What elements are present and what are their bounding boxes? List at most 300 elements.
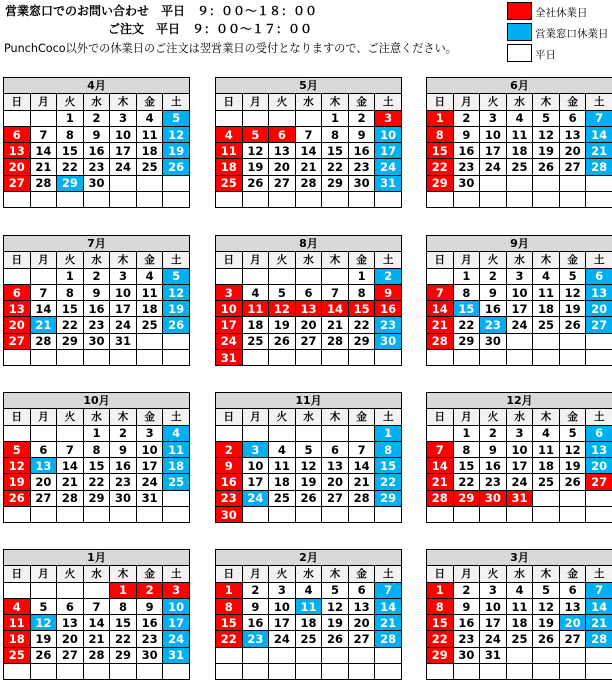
day-cell: 2 xyxy=(83,268,110,284)
day-cell xyxy=(322,192,349,208)
weekday-header: 金 xyxy=(559,94,586,110)
day-cell xyxy=(559,664,586,680)
day-cell xyxy=(242,268,269,284)
day-cell: 25 xyxy=(295,631,322,647)
weekday-header: 土 xyxy=(163,409,190,425)
day-cell xyxy=(163,175,190,191)
day-cell xyxy=(295,647,322,663)
day-cell xyxy=(480,664,507,680)
weekday-header: 火 xyxy=(480,94,507,110)
day-cell: 7 xyxy=(57,441,84,457)
day-cell: 22 xyxy=(110,631,137,647)
month-calendar xyxy=(215,549,402,680)
day-cell: 7 xyxy=(295,126,322,142)
weekday-header: 日 xyxy=(4,94,31,110)
week-row xyxy=(216,441,402,457)
day-cell: 1 xyxy=(427,110,454,126)
day-cell xyxy=(57,425,84,441)
day-cell xyxy=(295,192,322,208)
month-calendar xyxy=(3,77,190,208)
day-cell: 10 xyxy=(269,598,296,614)
day-cell: 17 xyxy=(163,615,190,631)
day-cell: 24 xyxy=(506,474,533,490)
day-cell xyxy=(136,664,163,680)
day-cell: 19 xyxy=(163,301,190,317)
day-cell: 22 xyxy=(427,159,454,175)
day-cell: 30 xyxy=(375,333,402,349)
weekday-header: 土 xyxy=(375,252,402,268)
week-row xyxy=(216,333,402,349)
day-cell xyxy=(242,647,269,663)
day-cell xyxy=(480,192,507,208)
day-cell: 21 xyxy=(322,317,349,333)
day-cell xyxy=(216,425,243,441)
weekday-header: 土 xyxy=(375,566,402,582)
day-cell: 29 xyxy=(322,175,349,191)
day-cell xyxy=(30,582,57,598)
day-cell: 25 xyxy=(163,474,190,490)
day-cell: 27 xyxy=(322,490,349,506)
weekday-header: 日 xyxy=(4,566,31,582)
day-cell: 28 xyxy=(375,631,402,647)
day-cell: 23 xyxy=(375,317,402,333)
day-cell: 9 xyxy=(110,441,137,457)
day-cell: 30 xyxy=(453,647,480,663)
day-cell: 5 xyxy=(533,110,560,126)
day-cell xyxy=(586,192,612,208)
day-cell: 17 xyxy=(480,615,507,631)
day-cell: 28 xyxy=(295,175,322,191)
day-cell: 28 xyxy=(83,647,110,663)
day-cell: 5 xyxy=(4,441,31,457)
day-cell xyxy=(163,507,190,523)
day-cell: 15 xyxy=(375,458,402,474)
day-cell: 16 xyxy=(110,458,137,474)
week-row xyxy=(4,301,190,317)
week-row xyxy=(216,507,402,523)
day-cell: 18 xyxy=(136,143,163,159)
month-calendar xyxy=(426,77,612,208)
day-cell: 23 xyxy=(216,490,243,506)
day-cell xyxy=(375,664,402,680)
weekday-header: 木 xyxy=(110,566,137,582)
day-cell: 4 xyxy=(4,598,31,614)
day-cell xyxy=(83,664,110,680)
day-cell: 4 xyxy=(136,268,163,284)
day-cell: 29 xyxy=(453,333,480,349)
week-row xyxy=(4,350,190,366)
day-cell: 17 xyxy=(375,143,402,159)
day-cell xyxy=(110,664,137,680)
day-cell: 26 xyxy=(163,159,190,175)
day-cell: 13 xyxy=(295,301,322,317)
week-row xyxy=(427,110,612,126)
day-cell: 14 xyxy=(30,301,57,317)
day-cell xyxy=(216,110,243,126)
month-title: 10月 xyxy=(4,393,190,409)
day-cell: 1 xyxy=(453,425,480,441)
weekday-header: 土 xyxy=(586,409,612,425)
day-cell: 8 xyxy=(57,126,84,142)
day-cell: 30 xyxy=(348,175,375,191)
weekday-header: 火 xyxy=(480,252,507,268)
day-cell xyxy=(295,268,322,284)
day-cell: 22 xyxy=(453,317,480,333)
day-cell: 27 xyxy=(586,474,612,490)
day-cell: 13 xyxy=(322,458,349,474)
day-cell: 25 xyxy=(136,159,163,175)
day-cell: 12 xyxy=(533,126,560,142)
day-cell: 29 xyxy=(453,490,480,506)
weekday-header: 金 xyxy=(559,566,586,582)
day-cell xyxy=(533,664,560,680)
day-cell xyxy=(295,425,322,441)
day-cell xyxy=(453,192,480,208)
day-cell: 3 xyxy=(216,284,243,300)
day-cell xyxy=(216,192,243,208)
weekday-header: 木 xyxy=(533,94,560,110)
day-cell xyxy=(242,192,269,208)
day-cell xyxy=(4,268,31,284)
weekday-header: 水 xyxy=(506,94,533,110)
week-row xyxy=(427,159,612,175)
day-cell: 18 xyxy=(163,458,190,474)
day-cell: 12 xyxy=(322,598,349,614)
day-cell xyxy=(348,507,375,523)
day-cell: 1 xyxy=(322,110,349,126)
day-cell: 8 xyxy=(427,598,454,614)
day-cell: 3 xyxy=(480,110,507,126)
week-row xyxy=(4,268,190,284)
day-cell: 14 xyxy=(295,143,322,159)
day-cell: 5 xyxy=(242,126,269,142)
week-row xyxy=(4,458,190,474)
day-cell: 23 xyxy=(83,159,110,175)
day-cell: 5 xyxy=(559,425,586,441)
day-cell: 5 xyxy=(559,268,586,284)
day-cell: 18 xyxy=(269,474,296,490)
day-cell: 13 xyxy=(586,284,612,300)
day-cell: 16 xyxy=(480,458,507,474)
week-row xyxy=(216,582,402,598)
day-cell: 12 xyxy=(30,615,57,631)
weekday-header: 火 xyxy=(269,252,296,268)
day-cell: 31 xyxy=(216,350,243,366)
day-cell: 21 xyxy=(348,474,375,490)
day-cell xyxy=(586,647,612,663)
day-cell: 16 xyxy=(480,301,507,317)
day-cell: 9 xyxy=(83,284,110,300)
week-row xyxy=(216,425,402,441)
weekday-header: 金 xyxy=(136,566,163,582)
day-cell: 13 xyxy=(586,441,612,457)
day-cell xyxy=(348,664,375,680)
weekday-header: 日 xyxy=(4,252,31,268)
day-cell xyxy=(295,507,322,523)
day-cell: 26 xyxy=(4,490,31,506)
day-cell: 11 xyxy=(295,598,322,614)
day-cell: 24 xyxy=(269,631,296,647)
day-cell xyxy=(163,664,190,680)
day-cell: 2 xyxy=(216,441,243,457)
day-cell xyxy=(427,350,454,366)
day-cell: 6 xyxy=(295,284,322,300)
week-row xyxy=(427,317,612,333)
day-cell: 27 xyxy=(57,647,84,663)
day-cell: 25 xyxy=(269,490,296,506)
day-cell: 29 xyxy=(57,333,84,349)
day-cell xyxy=(242,664,269,680)
week-row xyxy=(4,126,190,142)
day-cell: 4 xyxy=(269,441,296,457)
legend-swatch xyxy=(507,23,532,41)
day-cell xyxy=(559,647,586,663)
day-cell: 1 xyxy=(375,425,402,441)
day-cell: 9 xyxy=(242,598,269,614)
day-cell: 1 xyxy=(453,268,480,284)
day-cell: 6 xyxy=(322,441,349,457)
day-cell: 19 xyxy=(163,143,190,159)
legend-swatch xyxy=(507,2,532,20)
day-cell: 17 xyxy=(269,615,296,631)
day-cell: 2 xyxy=(480,425,507,441)
day-cell xyxy=(453,350,480,366)
day-cell: 31 xyxy=(506,490,533,506)
day-cell: 8 xyxy=(216,598,243,614)
day-cell: 8 xyxy=(348,284,375,300)
week-row xyxy=(216,350,402,366)
day-cell: 14 xyxy=(30,143,57,159)
day-cell: 1 xyxy=(348,268,375,284)
day-cell: 19 xyxy=(269,317,296,333)
day-cell: 11 xyxy=(506,126,533,142)
day-cell: 7 xyxy=(586,582,612,598)
week-row xyxy=(4,631,190,647)
week-row xyxy=(427,615,612,631)
weekday-header: 水 xyxy=(295,94,322,110)
day-cell: 30 xyxy=(453,175,480,191)
week-row xyxy=(427,474,612,490)
day-cell: 1 xyxy=(110,582,137,598)
day-cell xyxy=(586,664,612,680)
day-cell xyxy=(506,333,533,349)
day-cell: 23 xyxy=(242,631,269,647)
weekday-header: 日 xyxy=(427,409,454,425)
day-cell: 5 xyxy=(269,284,296,300)
day-cell: 19 xyxy=(242,159,269,175)
day-cell xyxy=(269,110,296,126)
day-cell: 5 xyxy=(163,110,190,126)
day-cell: 12 xyxy=(163,284,190,300)
day-cell: 22 xyxy=(322,159,349,175)
day-cell xyxy=(30,350,57,366)
day-cell xyxy=(269,647,296,663)
day-cell: 13 xyxy=(269,143,296,159)
day-cell xyxy=(559,175,586,191)
day-cell: 28 xyxy=(586,631,612,647)
day-cell xyxy=(533,350,560,366)
day-cell xyxy=(533,490,560,506)
day-cell xyxy=(4,425,31,441)
week-row xyxy=(216,474,402,490)
day-cell: 9 xyxy=(216,458,243,474)
weekday-header: 水 xyxy=(83,409,110,425)
day-cell: 18 xyxy=(533,458,560,474)
day-cell: 17 xyxy=(480,143,507,159)
day-cell: 3 xyxy=(480,582,507,598)
day-cell: 19 xyxy=(4,474,31,490)
day-cell: 7 xyxy=(427,284,454,300)
weekday-header: 水 xyxy=(295,566,322,582)
day-cell: 15 xyxy=(83,458,110,474)
day-cell: 6 xyxy=(269,126,296,142)
week-row xyxy=(216,664,402,680)
order-hours: ご注文 平日 ９：００～１７：００ xyxy=(108,22,313,36)
week-row xyxy=(216,268,402,284)
day-cell: 7 xyxy=(375,582,402,598)
day-cell: 4 xyxy=(506,110,533,126)
day-cell: 25 xyxy=(216,175,243,191)
weekday-header: 金 xyxy=(136,94,163,110)
week-row xyxy=(427,175,612,191)
weekday-header: 土 xyxy=(163,252,190,268)
week-row xyxy=(4,490,190,506)
day-cell: 11 xyxy=(506,598,533,614)
weekday-header: 金 xyxy=(136,252,163,268)
day-cell: 8 xyxy=(427,126,454,142)
weekday-header: 土 xyxy=(586,252,612,268)
day-cell xyxy=(322,507,349,523)
day-cell xyxy=(163,192,190,208)
month-calendar xyxy=(426,549,612,680)
day-cell: 4 xyxy=(163,425,190,441)
day-cell: 15 xyxy=(322,143,349,159)
day-cell: 16 xyxy=(136,615,163,631)
day-cell: 23 xyxy=(453,631,480,647)
day-cell: 20 xyxy=(348,615,375,631)
day-cell xyxy=(269,268,296,284)
day-cell: 30 xyxy=(110,490,137,506)
day-cell: 10 xyxy=(480,126,507,142)
day-cell: 29 xyxy=(57,175,84,191)
day-cell xyxy=(216,664,243,680)
month-title: 8月 xyxy=(216,236,402,252)
day-cell: 23 xyxy=(453,159,480,175)
day-cell xyxy=(533,333,560,349)
weekday-header: 月 xyxy=(453,252,480,268)
day-cell xyxy=(83,192,110,208)
weekday-header: 水 xyxy=(506,252,533,268)
day-cell: 2 xyxy=(453,582,480,598)
weekday-header: 土 xyxy=(586,94,612,110)
day-cell: 22 xyxy=(57,317,84,333)
day-cell: 15 xyxy=(57,143,84,159)
day-cell: 23 xyxy=(348,159,375,175)
weekday-header: 月 xyxy=(242,409,269,425)
weekday-header: 水 xyxy=(295,252,322,268)
day-cell xyxy=(427,664,454,680)
weekday-header: 土 xyxy=(586,566,612,582)
day-cell: 29 xyxy=(375,490,402,506)
week-row xyxy=(4,647,190,663)
day-cell: 31 xyxy=(136,490,163,506)
day-cell: 22 xyxy=(348,317,375,333)
day-cell: 16 xyxy=(375,301,402,317)
day-cell: 27 xyxy=(4,175,31,191)
day-cell xyxy=(242,425,269,441)
week-row xyxy=(4,110,190,126)
week-row xyxy=(427,425,612,441)
day-cell: 28 xyxy=(427,490,454,506)
weekday-header: 月 xyxy=(30,94,57,110)
day-cell: 15 xyxy=(453,458,480,474)
day-cell: 17 xyxy=(506,301,533,317)
day-cell: 7 xyxy=(83,598,110,614)
day-cell xyxy=(110,507,137,523)
day-cell: 20 xyxy=(322,474,349,490)
day-cell: 17 xyxy=(110,143,137,159)
day-cell: 7 xyxy=(586,110,612,126)
day-cell: 17 xyxy=(242,474,269,490)
weekday-header: 木 xyxy=(110,94,137,110)
week-row xyxy=(4,143,190,159)
month-title: 2月 xyxy=(216,550,402,566)
weekday-header: 水 xyxy=(506,566,533,582)
week-row xyxy=(427,631,612,647)
day-cell: 22 xyxy=(375,474,402,490)
weekday-header: 日 xyxy=(216,566,243,582)
weekday-header: 月 xyxy=(242,566,269,582)
day-cell: 28 xyxy=(30,175,57,191)
day-cell: 1 xyxy=(216,582,243,598)
day-cell: 20 xyxy=(57,631,84,647)
day-cell: 1 xyxy=(427,582,454,598)
weekday-header: 火 xyxy=(269,94,296,110)
day-cell: 3 xyxy=(242,441,269,457)
weekday-header: 日 xyxy=(4,409,31,425)
day-cell: 5 xyxy=(322,582,349,598)
day-cell xyxy=(136,350,163,366)
day-cell: 12 xyxy=(269,301,296,317)
day-cell: 2 xyxy=(136,582,163,598)
day-cell: 26 xyxy=(533,159,560,175)
day-cell: 15 xyxy=(427,143,454,159)
day-cell: 9 xyxy=(136,598,163,614)
week-row xyxy=(216,301,402,317)
day-cell: 14 xyxy=(586,126,612,142)
week-row xyxy=(427,647,612,663)
day-cell: 21 xyxy=(295,159,322,175)
day-cell xyxy=(30,192,57,208)
day-cell: 8 xyxy=(375,441,402,457)
day-cell: 16 xyxy=(348,143,375,159)
month-calendar xyxy=(3,235,190,366)
week-row xyxy=(4,175,190,191)
day-cell: 31 xyxy=(480,647,507,663)
day-cell: 27 xyxy=(269,175,296,191)
week-row xyxy=(216,284,402,300)
weekday-header: 日 xyxy=(427,566,454,582)
day-cell xyxy=(30,425,57,441)
day-cell: 3 xyxy=(110,268,137,284)
day-cell: 27 xyxy=(295,333,322,349)
day-cell xyxy=(110,350,137,366)
day-cell: 19 xyxy=(322,615,349,631)
day-cell: 3 xyxy=(506,425,533,441)
day-cell: 27 xyxy=(348,631,375,647)
day-cell xyxy=(559,350,586,366)
day-cell xyxy=(506,507,533,523)
